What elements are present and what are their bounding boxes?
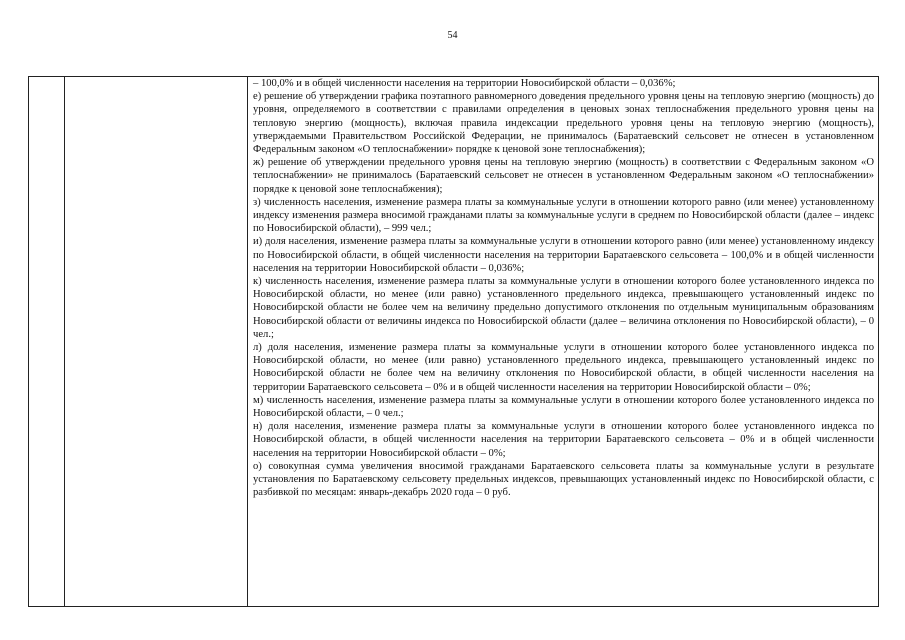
document-table bbox=[28, 76, 879, 607]
paragraph-e: е) решение об утверждении графика поэтапного равномерного доведения предельного уровня цены на тепловую энергию (мощность) до уровня, определяемого в соответствии с правилами определения в ценовых зонах теплоснабжения предельного уровня цены на тепловую энергию (мощность), включая правила индексации предельного уровня цены на тепловую энергию (мощность), утверждаемыми Правительством Российской Федерации, не принималось (Баратаевский сельсовет не отнесен в установленном Федеральным законом «О теплоснабжении» порядке к ценовой зоне теплоснабжения); bbox=[253, 91, 874, 156]
table-cell-index bbox=[29, 77, 65, 607]
page-number: 54 bbox=[447, 30, 458, 41]
paragraph-l: л) доля населения, изменение размера платы за коммунальные услуги в отношении которого более установленного индекса по Новосибирской области, но менее (или равно) установленного предельного индекса, превышающего установленный индекс по Новосибирской области не более чем на величину отклонения по Новосибирской области, в общей численности населения на территории Баратаевского сельсовета – 0% и в общей численности населения на территории Новосибирской области – 0%; bbox=[253, 342, 874, 393]
paragraph-zh: ж) решение об утверждении предельного уровня цены на тепловую энергию (мощность) в соответствии с Федеральным законом «О теплоснабжении» не принималось (Баратаевский сельсовет не отнесен в установленном Федеральным законом «О теплоснабжении» порядке к ценовой зоне теплоснабжения); bbox=[253, 157, 874, 195]
paragraph-o: о) совокупная сумма увеличения вносимой гражданами Баратаевского сельсовета платы за коммунальные услуги в результате установления по Баратаевскому сельсовету предельных индексов, превышающих установленный индекс по Новосибирской области, с разбивкой по месяцам: январь-декабрь 2020 года – 0 руб. bbox=[253, 460, 874, 499]
paragraph-k: к) численность населения, изменение размера платы за коммунальные услуги в отношении которого более установленного индекса по Новосибирской области, но менее (или равно) установленного предельного индекса, превышающего установленный индекс по Новосибирской области не более чем на величину предельно допустимого отклонения по отдельным муниципальным образованиям Новосибирской области от величины индекса по Новосибирской области (далее – величина отклонения по Новосибирской области), – 0 чел.; bbox=[253, 276, 874, 340]
paragraph-n: н) доля населения, изменение размера платы за коммунальные услуги в отношении которого более установленного индекса по Новосибирской области, в общей численности населения на территории Баратаевского сельсовета – 0% и в общей численности населения на территории Новосибирской области – 0%; bbox=[253, 421, 874, 459]
paragraph-m: м) численность населения, изменение размера платы за коммунальные услуги в отношении которого более установленного индекса по Новосибирской области, – 0 чел.; bbox=[253, 394, 874, 420]
paragraph-z: з) численность населения, изменение размера платы за коммунальные услуги в отношении которого равно (или менее) установленному индексу изменения размера вносимой гражданами платы за коммунальные услуги в среднем по Новосибирской области (далее – индекс по Новосибирской области), – 999 чел.; bbox=[253, 196, 874, 235]
table-cell-title bbox=[65, 77, 248, 607]
paragraph-continuation: – 100,0% и в общей численности населения на территории Новосибирской области – 0,036%; bbox=[253, 78, 676, 89]
table-cell-content bbox=[248, 77, 879, 607]
table-row bbox=[29, 77, 879, 607]
paragraph-i: и) доля населения, изменение размера платы за коммунальные услуги в отношении которого равно (или менее) установленному индексу по Новосибирской области, в общей численности населения на территории Баратаевского сельсовета – 100,0% и в общей численности населения на территории Новосибирской области – 0,036%; bbox=[253, 236, 874, 274]
